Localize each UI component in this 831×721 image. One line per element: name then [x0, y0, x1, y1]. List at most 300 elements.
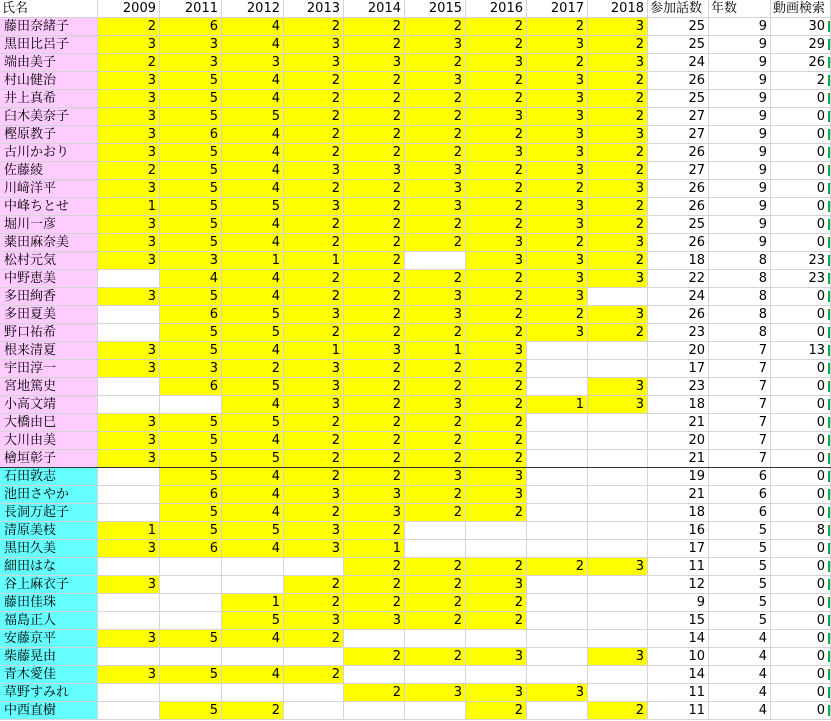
header-cell[interactable]: 2018 [588, 0, 648, 18]
year-cell[interactable]: 3 [160, 54, 222, 72]
years-count-cell[interactable]: 9 [709, 36, 771, 54]
year-cell[interactable]: 4 [222, 90, 284, 108]
year-cell[interactable]: 2 [527, 54, 588, 72]
year-cell[interactable]: 2 [466, 432, 527, 450]
year-cell[interactable]: 3 [98, 432, 160, 450]
year-cell[interactable] [527, 702, 588, 720]
year-cell[interactable]: 4 [222, 540, 284, 558]
year-cell[interactable]: 3 [98, 216, 160, 234]
years-count-cell[interactable]: 6 [709, 504, 771, 522]
year-cell[interactable] [527, 432, 588, 450]
year-cell[interactable]: 3 [527, 72, 588, 90]
year-cell[interactable]: 2 [405, 612, 466, 630]
year-cell[interactable]: 3 [98, 252, 160, 270]
header-cell[interactable]: 2014 [344, 0, 405, 18]
video-search-cell[interactable]: 29 [771, 36, 831, 54]
header-cell[interactable]: 2012 [222, 0, 284, 18]
name-cell[interactable]: 清原美枝 [0, 522, 98, 540]
year-cell[interactable]: 5 [160, 450, 222, 468]
year-cell[interactable]: 5 [222, 108, 284, 126]
year-cell[interactable]: 3 [160, 36, 222, 54]
year-cell[interactable]: 2 [405, 54, 466, 72]
year-cell[interactable]: 3 [284, 396, 344, 414]
year-cell[interactable]: 3 [284, 486, 344, 504]
years-count-cell[interactable]: 7 [709, 450, 771, 468]
year-cell[interactable] [98, 702, 160, 720]
year-cell[interactable]: 2 [344, 396, 405, 414]
year-cell[interactable]: 3 [344, 162, 405, 180]
year-cell[interactable]: 3 [222, 54, 284, 72]
total-episodes-cell[interactable]: 27 [648, 126, 709, 144]
year-cell[interactable]: 3 [284, 54, 344, 72]
year-cell[interactable]: 3 [284, 360, 344, 378]
year-cell[interactable]: 2 [284, 576, 344, 594]
year-cell[interactable]: 3 [466, 54, 527, 72]
total-episodes-cell[interactable]: 20 [648, 342, 709, 360]
year-cell[interactable] [98, 684, 160, 702]
year-cell[interactable]: 2 [284, 414, 344, 432]
year-cell[interactable]: 3 [527, 36, 588, 54]
video-search-cell[interactable]: 0 [771, 432, 831, 450]
year-cell[interactable]: 2 [466, 558, 527, 576]
year-cell[interactable]: 2 [284, 216, 344, 234]
year-cell[interactable] [98, 558, 160, 576]
year-cell[interactable] [588, 576, 648, 594]
year-cell[interactable]: 5 [160, 432, 222, 450]
video-search-cell[interactable]: 0 [771, 414, 831, 432]
name-cell[interactable]: 藤田奈緒子 [0, 18, 98, 36]
name-cell[interactable]: 松村元気 [0, 252, 98, 270]
year-cell[interactable]: 4 [222, 504, 284, 522]
year-cell[interactable]: 3 [284, 612, 344, 630]
years-count-cell[interactable]: 6 [709, 486, 771, 504]
year-cell[interactable] [405, 630, 466, 648]
year-cell[interactable]: 2 [344, 180, 405, 198]
video-search-cell[interactable]: 0 [771, 180, 831, 198]
year-cell[interactable] [405, 702, 466, 720]
year-cell[interactable]: 3 [344, 342, 405, 360]
year-cell[interactable]: 5 [222, 450, 284, 468]
year-cell[interactable] [527, 468, 588, 486]
year-cell[interactable] [588, 630, 648, 648]
year-cell[interactable]: 3 [466, 576, 527, 594]
name-cell[interactable]: 臼木美奈子 [0, 108, 98, 126]
years-count-cell[interactable]: 5 [709, 522, 771, 540]
year-cell[interactable]: 5 [160, 108, 222, 126]
year-cell[interactable]: 5 [160, 342, 222, 360]
name-cell[interactable]: 古川かおり [0, 144, 98, 162]
year-cell[interactable] [160, 684, 222, 702]
years-count-cell[interactable]: 5 [709, 612, 771, 630]
year-cell[interactable] [344, 702, 405, 720]
year-cell[interactable] [527, 576, 588, 594]
total-episodes-cell[interactable]: 14 [648, 630, 709, 648]
year-cell[interactable]: 6 [160, 486, 222, 504]
year-cell[interactable]: 2 [344, 252, 405, 270]
video-search-cell[interactable]: 0 [771, 540, 831, 558]
year-cell[interactable]: 2 [344, 234, 405, 252]
years-count-cell[interactable]: 6 [709, 468, 771, 486]
year-cell[interactable] [160, 594, 222, 612]
year-cell[interactable] [527, 648, 588, 666]
year-cell[interactable]: 2 [588, 216, 648, 234]
year-cell[interactable]: 2 [466, 360, 527, 378]
total-episodes-cell[interactable]: 11 [648, 702, 709, 720]
year-cell[interactable]: 3 [466, 144, 527, 162]
name-cell[interactable]: 青木愛佳 [0, 666, 98, 684]
year-cell[interactable]: 3 [588, 180, 648, 198]
name-cell[interactable]: 檜垣彰子 [0, 450, 98, 468]
year-cell[interactable] [588, 432, 648, 450]
header-cell[interactable]: 氏名 [0, 0, 98, 18]
year-cell[interactable]: 1 [405, 342, 466, 360]
name-cell[interactable]: 多田絢香 [0, 288, 98, 306]
year-cell[interactable]: 3 [588, 378, 648, 396]
year-cell[interactable]: 5 [222, 612, 284, 630]
years-count-cell[interactable]: 4 [709, 648, 771, 666]
video-search-cell[interactable]: 0 [771, 144, 831, 162]
video-search-cell[interactable]: 0 [771, 630, 831, 648]
year-cell[interactable]: 2 [284, 144, 344, 162]
year-cell[interactable]: 4 [222, 18, 284, 36]
video-search-cell[interactable]: 0 [771, 558, 831, 576]
year-cell[interactable]: 3 [344, 612, 405, 630]
year-cell[interactable]: 2 [588, 702, 648, 720]
total-episodes-cell[interactable]: 18 [648, 252, 709, 270]
name-cell[interactable]: 野口祐希 [0, 324, 98, 342]
total-episodes-cell[interactable]: 23 [648, 324, 709, 342]
year-cell[interactable]: 2 [344, 108, 405, 126]
year-cell[interactable]: 2 [284, 108, 344, 126]
total-episodes-cell[interactable]: 20 [648, 432, 709, 450]
year-cell[interactable]: 2 [466, 612, 527, 630]
video-search-cell[interactable]: 8 [771, 522, 831, 540]
year-cell[interactable]: 3 [588, 558, 648, 576]
video-search-cell[interactable]: 2 [771, 72, 831, 90]
year-cell[interactable]: 3 [405, 162, 466, 180]
year-cell[interactable]: 5 [222, 324, 284, 342]
year-cell[interactable] [466, 630, 527, 648]
years-count-cell[interactable]: 9 [709, 198, 771, 216]
year-cell[interactable]: 2 [466, 126, 527, 144]
year-cell[interactable] [527, 612, 588, 630]
year-cell[interactable] [344, 630, 405, 648]
year-cell[interactable]: 1 [284, 252, 344, 270]
year-cell[interactable]: 4 [222, 234, 284, 252]
year-cell[interactable]: 2 [284, 666, 344, 684]
year-cell[interactable]: 2 [284, 126, 344, 144]
video-search-cell[interactable]: 0 [771, 234, 831, 252]
name-cell[interactable]: 多田夏美 [0, 306, 98, 324]
total-episodes-cell[interactable]: 16 [648, 522, 709, 540]
year-cell[interactable] [527, 414, 588, 432]
total-episodes-cell[interactable]: 17 [648, 360, 709, 378]
year-cell[interactable]: 3 [466, 234, 527, 252]
year-cell[interactable]: 5 [222, 414, 284, 432]
year-cell[interactable]: 2 [405, 378, 466, 396]
header-cell[interactable]: 2015 [405, 0, 466, 18]
year-cell[interactable]: 2 [466, 270, 527, 288]
name-cell[interactable]: 宇田淳一 [0, 360, 98, 378]
year-cell[interactable]: 5 [160, 504, 222, 522]
video-search-cell[interactable]: 0 [771, 702, 831, 720]
year-cell[interactable] [98, 324, 160, 342]
total-episodes-cell[interactable]: 26 [648, 198, 709, 216]
year-cell[interactable]: 2 [405, 558, 466, 576]
year-cell[interactable]: 6 [160, 378, 222, 396]
name-cell[interactable]: 谷上麻衣子 [0, 576, 98, 594]
year-cell[interactable]: 3 [405, 72, 466, 90]
name-cell[interactable]: 川﨑洋平 [0, 180, 98, 198]
year-cell[interactable]: 4 [222, 666, 284, 684]
video-search-cell[interactable]: 0 [771, 360, 831, 378]
year-cell[interactable]: 5 [222, 198, 284, 216]
video-search-cell[interactable]: 0 [771, 90, 831, 108]
year-cell[interactable]: 5 [160, 90, 222, 108]
year-cell[interactable] [527, 342, 588, 360]
name-cell[interactable]: 中西直樹 [0, 702, 98, 720]
total-episodes-cell[interactable]: 15 [648, 612, 709, 630]
video-search-cell[interactable]: 0 [771, 288, 831, 306]
year-cell[interactable]: 2 [405, 594, 466, 612]
year-cell[interactable]: 5 [160, 288, 222, 306]
years-count-cell[interactable]: 9 [709, 54, 771, 72]
year-cell[interactable] [588, 504, 648, 522]
year-cell[interactable]: 5 [160, 666, 222, 684]
name-cell[interactable]: 薬田麻奈美 [0, 234, 98, 252]
year-cell[interactable]: 3 [527, 198, 588, 216]
year-cell[interactable]: 3 [284, 36, 344, 54]
year-cell[interactable] [527, 594, 588, 612]
name-cell[interactable]: 福島正人 [0, 612, 98, 630]
year-cell[interactable]: 3 [405, 36, 466, 54]
total-episodes-cell[interactable]: 18 [648, 396, 709, 414]
year-cell[interactable]: 2 [344, 360, 405, 378]
year-cell[interactable]: 5 [160, 702, 222, 720]
year-cell[interactable]: 3 [588, 270, 648, 288]
year-cell[interactable] [527, 450, 588, 468]
year-cell[interactable] [222, 648, 284, 666]
year-cell[interactable]: 2 [344, 216, 405, 234]
years-count-cell[interactable]: 4 [709, 684, 771, 702]
year-cell[interactable]: 5 [160, 72, 222, 90]
year-cell[interactable]: 2 [284, 630, 344, 648]
header-cell[interactable]: 2017 [527, 0, 588, 18]
year-cell[interactable] [588, 486, 648, 504]
video-search-cell[interactable]: 23 [771, 270, 831, 288]
year-cell[interactable]: 2 [284, 180, 344, 198]
year-cell[interactable]: 3 [98, 360, 160, 378]
year-cell[interactable]: 3 [405, 468, 466, 486]
year-cell[interactable] [344, 666, 405, 684]
total-episodes-cell[interactable]: 26 [648, 306, 709, 324]
year-cell[interactable]: 2 [344, 450, 405, 468]
year-cell[interactable]: 3 [405, 396, 466, 414]
header-cell[interactable]: 参加話数 [648, 0, 709, 18]
year-cell[interactable]: 1 [527, 396, 588, 414]
year-cell[interactable]: 3 [98, 288, 160, 306]
year-cell[interactable]: 2 [466, 414, 527, 432]
year-cell[interactable] [588, 594, 648, 612]
years-count-cell[interactable]: 9 [709, 72, 771, 90]
name-cell[interactable]: 黒田久美 [0, 540, 98, 558]
year-cell[interactable] [527, 504, 588, 522]
video-search-cell[interactable]: 0 [771, 576, 831, 594]
year-cell[interactable]: 3 [284, 522, 344, 540]
years-count-cell[interactable]: 8 [709, 324, 771, 342]
years-count-cell[interactable]: 9 [709, 108, 771, 126]
year-cell[interactable] [527, 486, 588, 504]
year-cell[interactable]: 3 [98, 450, 160, 468]
year-cell[interactable]: 3 [527, 270, 588, 288]
year-cell[interactable]: 3 [466, 648, 527, 666]
year-cell[interactable] [588, 288, 648, 306]
year-cell[interactable] [527, 378, 588, 396]
year-cell[interactable]: 2 [466, 72, 527, 90]
video-search-cell[interactable]: 0 [771, 450, 831, 468]
year-cell[interactable]: 4 [222, 180, 284, 198]
year-cell[interactable]: 3 [98, 144, 160, 162]
total-episodes-cell[interactable]: 14 [648, 666, 709, 684]
year-cell[interactable] [588, 684, 648, 702]
year-cell[interactable]: 2 [527, 306, 588, 324]
year-cell[interactable]: 4 [222, 270, 284, 288]
year-cell[interactable]: 2 [344, 468, 405, 486]
year-cell[interactable]: 2 [527, 18, 588, 36]
total-episodes-cell[interactable]: 17 [648, 540, 709, 558]
name-cell[interactable]: 根来清夏 [0, 342, 98, 360]
year-cell[interactable]: 3 [284, 198, 344, 216]
year-cell[interactable]: 4 [222, 396, 284, 414]
year-cell[interactable]: 4 [160, 270, 222, 288]
year-cell[interactable]: 3 [98, 576, 160, 594]
year-cell[interactable]: 3 [160, 360, 222, 378]
years-count-cell[interactable]: 7 [709, 360, 771, 378]
total-episodes-cell[interactable]: 21 [648, 486, 709, 504]
total-episodes-cell[interactable]: 21 [648, 450, 709, 468]
year-cell[interactable]: 3 [405, 288, 466, 306]
video-search-cell[interactable]: 0 [771, 324, 831, 342]
total-episodes-cell[interactable]: 25 [648, 18, 709, 36]
year-cell[interactable]: 5 [160, 144, 222, 162]
year-cell[interactable] [527, 666, 588, 684]
years-count-cell[interactable]: 5 [709, 540, 771, 558]
year-cell[interactable]: 2 [344, 522, 405, 540]
year-cell[interactable]: 4 [222, 432, 284, 450]
total-episodes-cell[interactable]: 9 [648, 594, 709, 612]
name-cell[interactable]: 中野恵美 [0, 270, 98, 288]
year-cell[interactable] [466, 666, 527, 684]
video-search-cell[interactable]: 0 [771, 648, 831, 666]
year-cell[interactable]: 3 [284, 306, 344, 324]
total-episodes-cell[interactable]: 24 [648, 288, 709, 306]
video-search-cell[interactable]: 23 [771, 252, 831, 270]
year-cell[interactable]: 2 [344, 198, 405, 216]
year-cell[interactable]: 4 [222, 72, 284, 90]
video-search-cell[interactable]: 0 [771, 468, 831, 486]
year-cell[interactable] [588, 360, 648, 378]
year-cell[interactable]: 2 [405, 144, 466, 162]
years-count-cell[interactable]: 7 [709, 414, 771, 432]
year-cell[interactable]: 3 [160, 252, 222, 270]
year-cell[interactable]: 2 [405, 216, 466, 234]
year-cell[interactable]: 3 [98, 234, 160, 252]
year-cell[interactable]: 3 [405, 684, 466, 702]
name-cell[interactable]: 細田はな [0, 558, 98, 576]
year-cell[interactable]: 2 [344, 72, 405, 90]
year-cell[interactable]: 2 [405, 648, 466, 666]
year-cell[interactable]: 2 [588, 252, 648, 270]
year-cell[interactable]: 2 [284, 594, 344, 612]
year-cell[interactable]: 5 [160, 198, 222, 216]
year-cell[interactable] [222, 558, 284, 576]
year-cell[interactable]: 2 [405, 126, 466, 144]
year-cell[interactable]: 1 [222, 252, 284, 270]
year-cell[interactable] [588, 414, 648, 432]
years-count-cell[interactable]: 9 [709, 162, 771, 180]
video-search-cell[interactable]: 0 [771, 504, 831, 522]
year-cell[interactable]: 3 [527, 324, 588, 342]
year-cell[interactable]: 2 [527, 234, 588, 252]
year-cell[interactable]: 3 [588, 18, 648, 36]
year-cell[interactable]: 2 [466, 36, 527, 54]
name-cell[interactable]: 堀川一彦 [0, 216, 98, 234]
year-cell[interactable] [405, 540, 466, 558]
year-cell[interactable]: 1 [98, 198, 160, 216]
year-cell[interactable]: 6 [160, 306, 222, 324]
year-cell[interactable] [98, 486, 160, 504]
years-count-cell[interactable]: 7 [709, 342, 771, 360]
year-cell[interactable] [98, 378, 160, 396]
name-cell[interactable]: 安藤京平 [0, 630, 98, 648]
year-cell[interactable]: 3 [588, 54, 648, 72]
name-cell[interactable]: 小高文靖 [0, 396, 98, 414]
year-cell[interactable]: 3 [344, 54, 405, 72]
name-cell[interactable]: 村山健治 [0, 72, 98, 90]
total-episodes-cell[interactable]: 26 [648, 144, 709, 162]
total-episodes-cell[interactable]: 26 [648, 180, 709, 198]
year-cell[interactable]: 3 [344, 504, 405, 522]
years-count-cell[interactable]: 7 [709, 432, 771, 450]
year-cell[interactable]: 5 [160, 234, 222, 252]
year-cell[interactable] [284, 702, 344, 720]
total-episodes-cell[interactable]: 26 [648, 72, 709, 90]
year-cell[interactable]: 4 [222, 486, 284, 504]
year-cell[interactable] [98, 468, 160, 486]
video-search-cell[interactable]: 0 [771, 108, 831, 126]
year-cell[interactable] [588, 450, 648, 468]
year-cell[interactable]: 2 [588, 198, 648, 216]
year-cell[interactable] [222, 576, 284, 594]
total-episodes-cell[interactable]: 11 [648, 558, 709, 576]
years-count-cell[interactable]: 5 [709, 594, 771, 612]
year-cell[interactable]: 2 [284, 288, 344, 306]
total-episodes-cell[interactable]: 25 [648, 36, 709, 54]
year-cell[interactable]: 2 [344, 594, 405, 612]
year-cell[interactable]: 2 [344, 576, 405, 594]
name-cell[interactable]: 端由美子 [0, 54, 98, 72]
year-cell[interactable]: 4 [222, 126, 284, 144]
video-search-cell[interactable]: 0 [771, 216, 831, 234]
name-cell[interactable]: 大川由美 [0, 432, 98, 450]
year-cell[interactable]: 3 [98, 342, 160, 360]
year-cell[interactable]: 2 [344, 288, 405, 306]
video-search-cell[interactable]: 0 [771, 594, 831, 612]
year-cell[interactable]: 4 [222, 216, 284, 234]
year-cell[interactable]: 3 [466, 342, 527, 360]
name-cell[interactable]: 井上真希 [0, 90, 98, 108]
year-cell[interactable]: 2 [405, 504, 466, 522]
